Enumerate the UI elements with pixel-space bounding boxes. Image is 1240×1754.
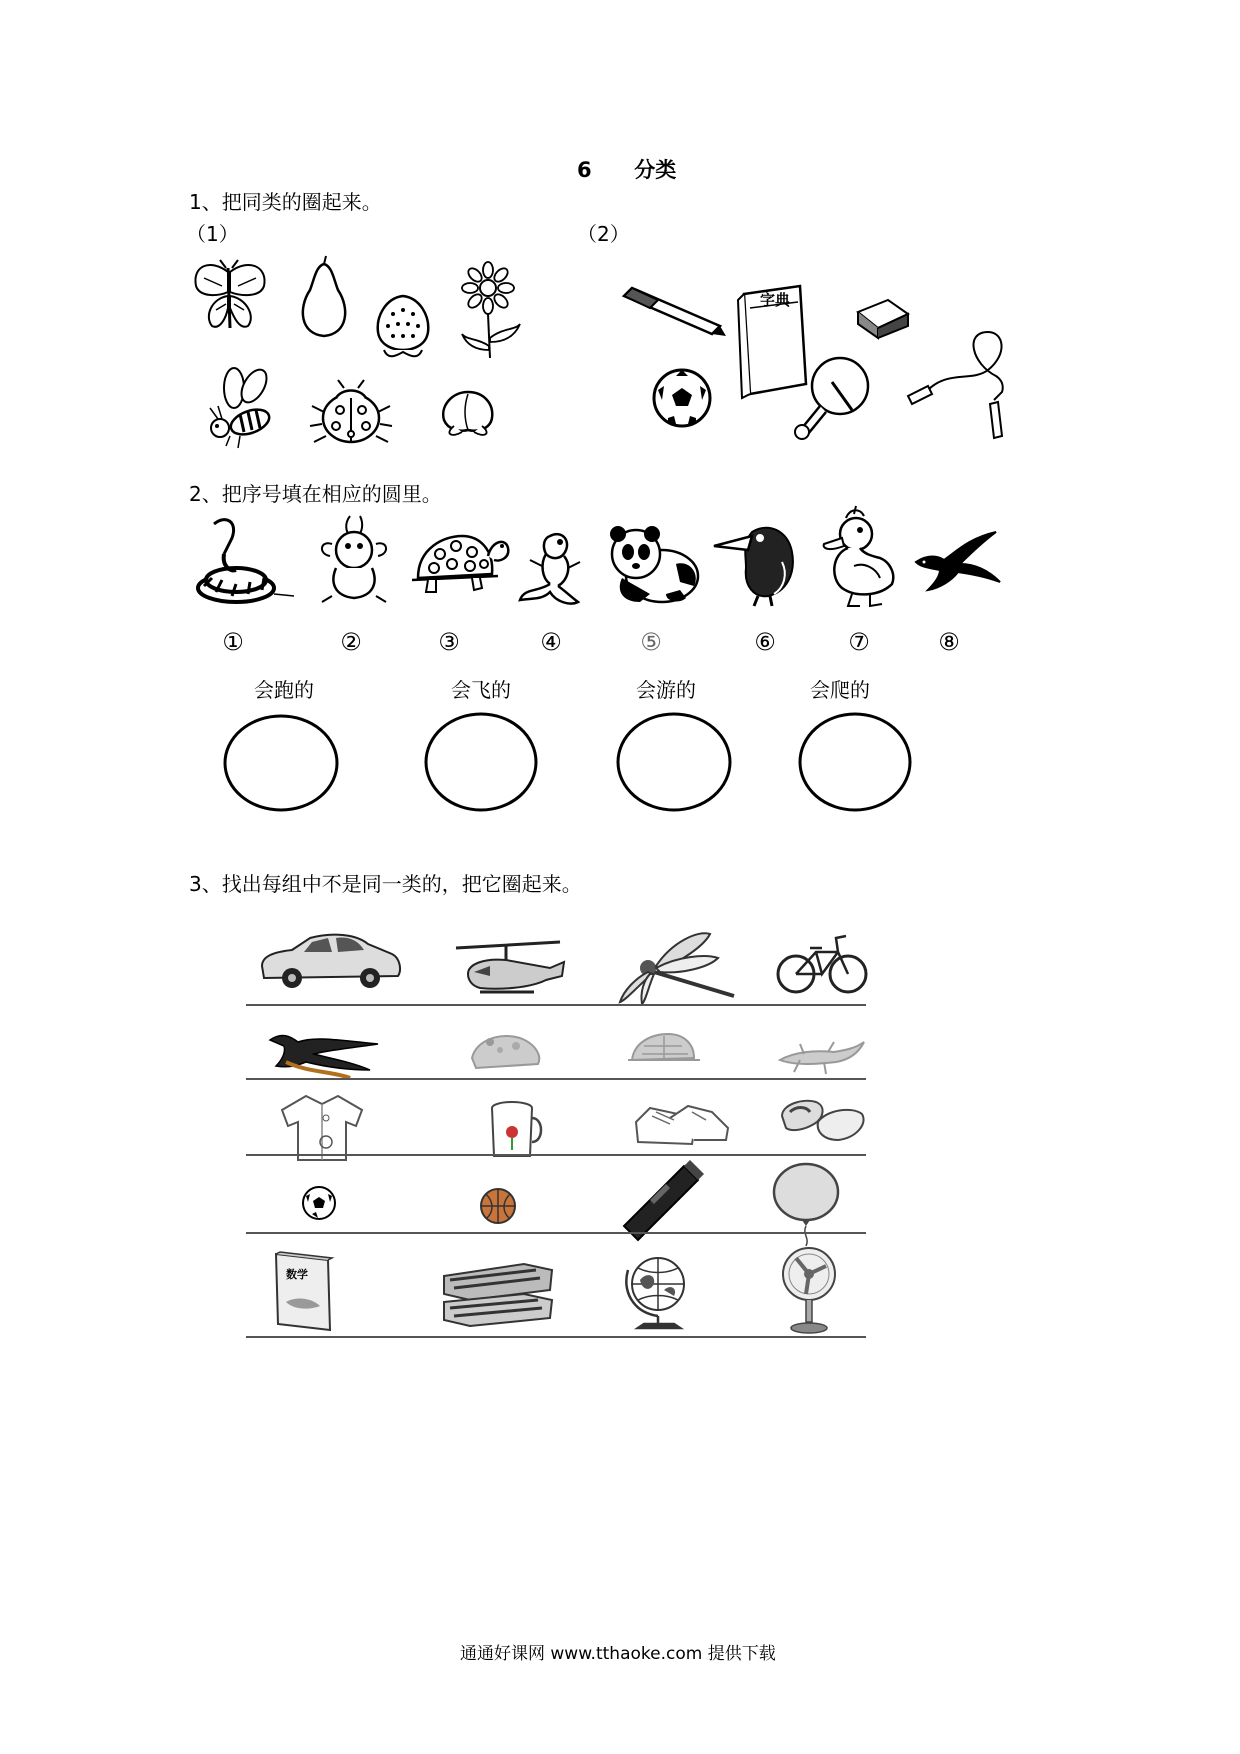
electric-fan-icon[interactable] [776,1244,842,1336]
snake-icon[interactable] [192,514,296,606]
globe-icon[interactable] [620,1250,698,1334]
turtle-icon[interactable] [408,528,512,600]
soccer-ball-icon[interactable] [650,366,714,430]
category-label-crawl: 会爬的 [810,678,870,702]
page-title [577,154,676,184]
butterfly-icon[interactable] [190,258,270,338]
sneakers-icon[interactable] [630,1098,734,1154]
pear-icon[interactable] [294,260,354,340]
option-number-6: ⑥ [754,628,776,656]
title-number: 6 [577,158,592,182]
option-number-4: ④ [540,628,562,656]
jump-rope-icon[interactable] [898,330,1022,442]
row-divider-3 [246,1154,866,1156]
q1-part2-label: （2） [577,222,630,246]
option-number-2: ② [340,628,362,656]
books-stack-icon[interactable] [440,1256,558,1328]
category-label-fly: 会飞的 [451,678,511,702]
answer-circle-run[interactable] [220,712,342,814]
answer-circle-crawl[interactable] [796,710,914,814]
swallow-icon[interactable] [908,530,1002,594]
footer-text: 通通好课网 www.tthaoke.com 提供下载 [460,1644,776,1664]
option-number-1: ① [222,628,244,656]
row-divider-1 [246,1004,866,1006]
peach-icon[interactable] [434,384,500,440]
option-number-3: ③ [438,628,460,656]
goldfish-icon[interactable] [516,530,586,610]
textbook-label: 数学 [286,1268,308,1281]
row-divider-2 [246,1078,866,1080]
mug-icon[interactable] [484,1098,546,1162]
swallow-icon[interactable] [266,1022,382,1080]
bee-icon[interactable] [200,366,282,450]
duck-icon[interactable] [820,508,900,610]
balloon-icon[interactable] [768,1160,844,1248]
category-label-swim: 会游的 [636,678,696,702]
ping-pong-paddle-icon[interactable] [792,352,874,442]
turtle-photo-icon[interactable] [624,1030,702,1072]
car-icon[interactable] [256,930,404,992]
category-label-run: 会跑的 [254,678,314,702]
row-divider-5 [246,1336,866,1338]
marker-pen-icon[interactable] [620,1160,706,1242]
answer-circle-fly[interactable] [422,710,540,814]
strawberry-icon[interactable] [368,292,438,362]
helicopter-icon[interactable] [450,940,568,1002]
math-textbook-icon[interactable] [272,1250,336,1334]
row-divider-4 [246,1232,866,1234]
soccer-ball-icon[interactable] [300,1184,338,1222]
marker-pen-icon[interactable] [618,282,728,342]
title-text: 分类 [634,158,677,182]
basketball-icon[interactable] [476,1186,520,1226]
dragonfly-icon[interactable] [614,928,740,1006]
bicycle-icon[interactable] [776,930,868,996]
panda-icon[interactable] [606,524,702,606]
frog-icon[interactable] [466,1030,546,1074]
q1-part1-label: （1） [186,222,239,246]
answer-circle-swim[interactable] [614,710,734,814]
q1-prompt: 1、把同类的圈起来。 [189,190,382,214]
rabbit-icon[interactable] [314,516,394,606]
q2-prompt: 2、把序号填在相应的圆里。 [189,482,442,506]
dictionary-label: 字典 [760,291,791,309]
lizard-icon[interactable] [774,1030,868,1076]
q3-prompt: 3、找出每组中不是同一类的，把它圈起来。 [189,872,582,896]
option-number-7: ⑦ [848,628,870,656]
slippers-icon[interactable] [776,1096,868,1152]
option-number-8: ⑧ [938,628,960,656]
flower-icon[interactable] [454,262,526,362]
option-number-5: ⑤ [640,628,662,656]
ladybug-icon[interactable] [306,378,396,448]
crow-icon[interactable] [712,522,802,608]
